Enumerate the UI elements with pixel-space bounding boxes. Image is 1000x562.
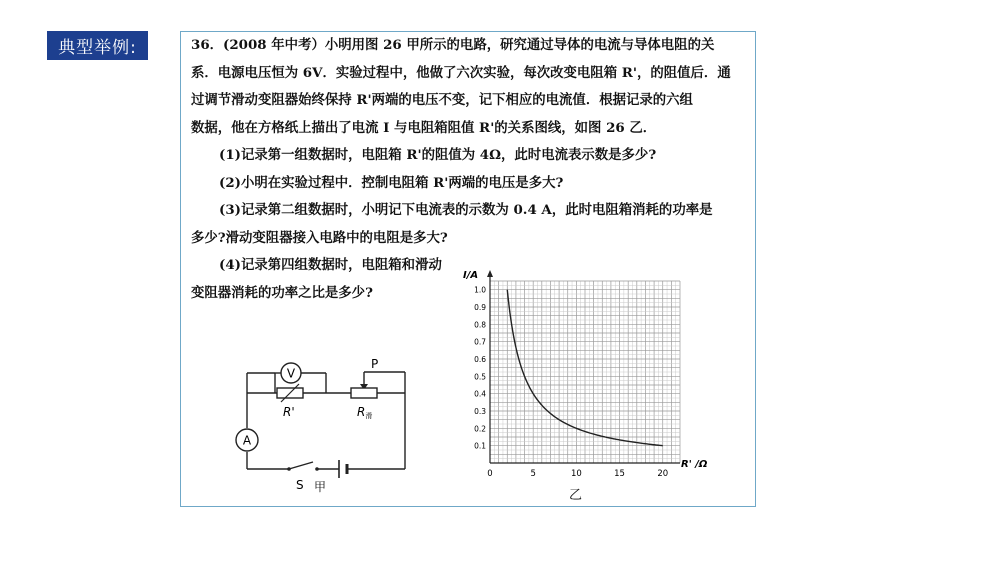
- y-tick-label: 1.0: [474, 285, 486, 295]
- y-tick-label: 0.4: [474, 389, 486, 399]
- question-3-line-1: (3)记录第二组数据时，小明记下电流表的示数为 0.4 A，此时电阻箱消耗的功率是: [219, 202, 713, 218]
- grid: [490, 281, 680, 463]
- switch-contact-left: [287, 467, 291, 471]
- x-tick-label: 5: [530, 469, 536, 479]
- y-tick-label: 0.7: [474, 337, 486, 347]
- y-tick-label: 0.9: [474, 303, 486, 312]
- voltmeter-label: V: [286, 366, 296, 381]
- x-tick-label: 20: [657, 469, 669, 479]
- y-tick-label: 0.6: [474, 355, 486, 364]
- intro-line-2: 系．电源电压恒为 6V．实验过程中，他做了六次实验，每次改变电阻箱 R'，的阻值后．通: [191, 64, 731, 81]
- switch-contact-right: [315, 467, 319, 471]
- y-tick-label: 0.5: [474, 372, 486, 382]
- slider-label: P: [371, 357, 379, 371]
- question-1: (1)记录第一组数据时，电阻箱 R'的阻值为 4Ω，此时电流表示数是多少?: [219, 147, 657, 163]
- resistor-box-label: R': [283, 405, 295, 419]
- question-3-line-2: 多少?滑动变阻器接入电路中的电阻是多大?: [191, 229, 448, 246]
- y-axis-label: I/A: [463, 270, 479, 281]
- current-resistance-graph: [459, 266, 754, 481]
- ammeter-label: A: [242, 433, 252, 448]
- problem-frame: [180, 31, 756, 507]
- intro-line-3: 过调节滑动变阻器始终保持 R'两端的电压不变，记下相应的电流值．根据记录的六组: [191, 92, 693, 108]
- circuit-caption: 甲: [314, 480, 327, 494]
- y-axis-arrow: [487, 270, 493, 277]
- intro-line-1: 36．(2008 年中考）小明用图 26 甲所示的电路，研究通过导体的电流与导体电阻的关: [191, 37, 715, 53]
- question-4-line-2: 变阻器消耗的功率之比是多少?: [191, 284, 373, 301]
- x-axis-label: R' /Ω: [681, 459, 708, 470]
- y-tick-label: 0.3: [474, 407, 486, 416]
- y-tick-label: 0.1: [474, 441, 486, 451]
- x-tick-label: 0: [487, 469, 493, 479]
- intro-line-4: 数据，他在方格纸上描出了电流 I 与电阻箱阻值 R'的关系图线，如图 26 乙．: [191, 119, 657, 136]
- question-4-line-1: (4)记录第四组数据时，电阻箱和滑动: [219, 257, 442, 273]
- rheostat-icon: [351, 388, 377, 398]
- circuit-diagram: [221, 344, 471, 504]
- question-2: (2)小明在实验过程中．控制电阻箱 R'两端的电压是多大?: [219, 174, 564, 191]
- switch-label: S: [296, 478, 304, 492]
- x-tick-label: 15: [614, 469, 625, 479]
- y-tick-label: 0.2: [474, 424, 486, 434]
- y-tick-label: 0.8: [474, 320, 486, 330]
- rheostat-label: R滑: [357, 405, 373, 420]
- example-tag: 典型举例:: [47, 31, 148, 60]
- x-tick-label: 10: [570, 469, 582, 479]
- graph-caption: 乙: [569, 488, 583, 503]
